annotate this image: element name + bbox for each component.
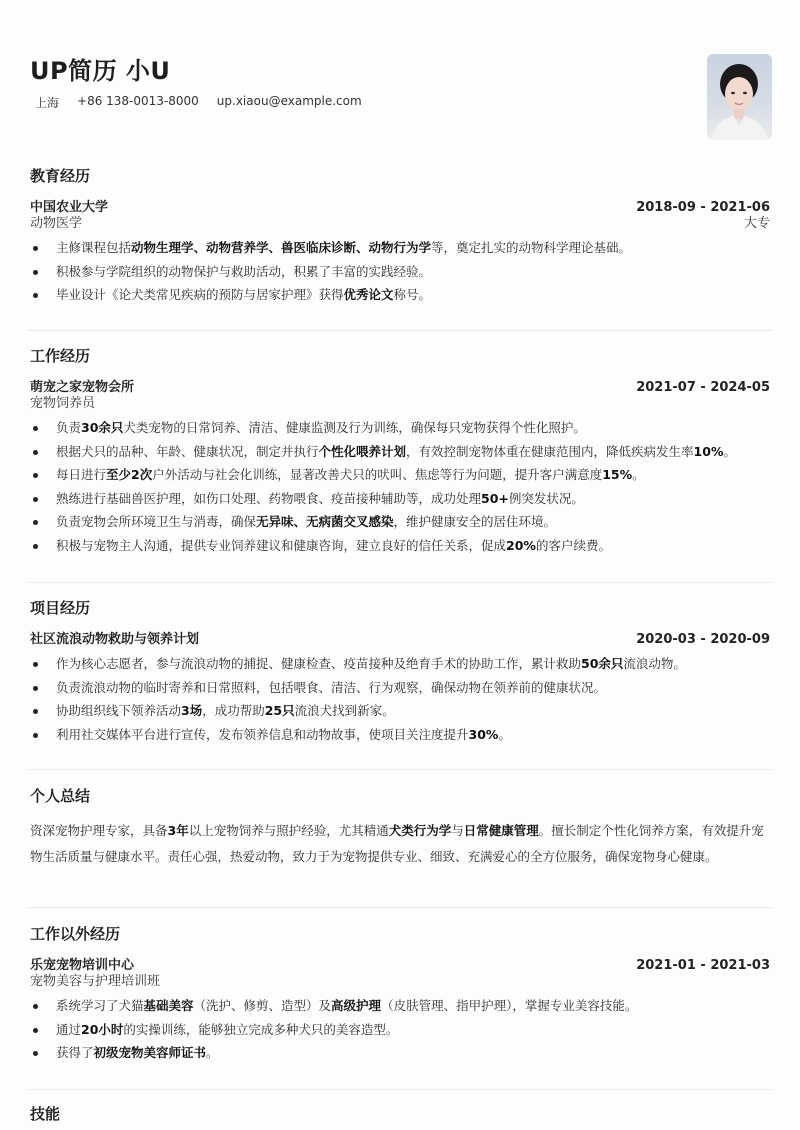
bullet-item: 积极与宠物主人沟通，提供专业饲养建议和健康咨询，建立良好的信任关系，促成20%的客户续费。 bbox=[30, 534, 770, 558]
portrait-image bbox=[707, 54, 772, 140]
emphasis-text: 动物生理学、动物营养学、兽医临床诊断、动物行为学 bbox=[131, 240, 432, 255]
major: 动物医学 bbox=[30, 216, 83, 231]
emphasis-text: 优秀论文 bbox=[343, 287, 394, 303]
project-entry-head bbox=[30, 632, 770, 648]
education-entry-sub bbox=[30, 216, 770, 232]
project-bullets bbox=[30, 652, 770, 746]
summary-title: 个人总结 bbox=[30, 787, 91, 805]
bullet-item: 积极参与学院组织的动物保护与救助活动，积累了丰富的实践经验。 bbox=[30, 260, 770, 284]
emphasis-text: 50+ bbox=[481, 490, 509, 506]
contact-info bbox=[30, 94, 770, 111]
emphasis-text: 3场 bbox=[181, 703, 203, 719]
education-dates: 2018-09 - 2021-06 bbox=[636, 200, 770, 215]
emphasis-text: 无异味、无病菌交叉感染 bbox=[256, 514, 394, 530]
emphasis-text: 20% bbox=[506, 537, 536, 553]
skills-section bbox=[30, 1104, 770, 1124]
emphasis-text: 15% bbox=[602, 467, 633, 483]
section-divider bbox=[28, 907, 772, 908]
program-name: 宠物美容与护理培训班 bbox=[30, 974, 161, 989]
resume-header bbox=[30, 54, 770, 154]
bullet-item: 每日进行至少2次户外活动与社会化训练，显著改善犬只的吠叫、焦虑等行为问题，提升客户满意度15%。 bbox=[30, 463, 770, 487]
emphasis-text: 初级宠物美容师证书 bbox=[93, 1045, 207, 1061]
emphasis-text: 犬类行为学 bbox=[388, 823, 452, 838]
section-divider bbox=[28, 1089, 772, 1090]
org-name: 乐宠宠物培训中心 bbox=[30, 958, 135, 973]
bullet-item: 负责30余只犬类宠物的日常饲养、清洁、健康监测及行为训练，确保每只宠物获得个性化照护。 bbox=[30, 416, 770, 440]
emphasis-text: 20小时 bbox=[81, 1021, 124, 1037]
extra-entry-head bbox=[30, 958, 770, 974]
emphasis-text: 基础美容 bbox=[143, 998, 194, 1013]
school-name: 中国农业大学 bbox=[30, 200, 109, 215]
emphasis-text: 10% bbox=[693, 443, 724, 459]
bullet-item: 熟练进行基础兽医护理，如伤口处理、药物喂食、疫苗接种辅助等，成功处理50+例突发状况。 bbox=[30, 487, 770, 511]
extra-experience-section bbox=[30, 924, 770, 1065]
work-section bbox=[30, 346, 770, 558]
summary-section bbox=[30, 786, 770, 870]
bullet-item: 获得了初级宠物美容师证书。 bbox=[30, 1041, 770, 1065]
project-name: 社区流浪动物救助与领养计划 bbox=[30, 632, 200, 647]
summary-text: 资深宠物护理专家，具备3年以上宠物饲养与照护经验，尤其精通犬类行为学与日常健康管理。擅长制定个性化饲养方案，有效提升宠物生活质量与健康水平。责任心强，热爱动物，致力于为宠物提供专业、细致、充满爱心的全方位服务，确保宠物身心健康。 bbox=[30, 823, 764, 864]
section-divider bbox=[28, 582, 772, 583]
emphasis-text: 高级护理 bbox=[331, 998, 382, 1013]
bullet-item: 协助组织线下领养活动3场，成功帮助25只流浪犬找到新家。 bbox=[30, 699, 770, 723]
bullet-item: 作为核心志愿者，参与流浪动物的捕捉、健康检查、疫苗接种及绝育手术的协助工作，累计救助50余只流浪动物。 bbox=[30, 652, 770, 676]
bullet-item: 负责流浪动物的临时寄养和日常照料，包括喂食、清洁、行为观察，确保动物在领养前的健康状况。 bbox=[30, 676, 770, 700]
city: 上海 bbox=[35, 96, 60, 110]
education-bullets bbox=[30, 236, 770, 307]
bullet-item: 主修课程包括动物生理学、动物营养学、兽医临床诊断、动物行为学等，奠定扎实的动物科学理论基础。 bbox=[30, 236, 770, 260]
section-divider bbox=[28, 330, 772, 331]
bullet-item: 利用社交媒体平台进行宣传，发布领养信息和动物故事，使项目关注度提升30%。 bbox=[30, 723, 770, 747]
degree: 大专 bbox=[743, 216, 770, 231]
emphasis-text: 日常健康管理 bbox=[463, 823, 539, 838]
extra-entry-sub bbox=[30, 974, 770, 990]
emphasis-text: 50余只 bbox=[581, 656, 624, 671]
skills-title: 技能 bbox=[30, 1105, 61, 1123]
work-dates: 2021-07 - 2024-05 bbox=[636, 380, 770, 395]
project-dates: 2020-03 - 2020-09 bbox=[636, 632, 770, 647]
extra-dates: 2021-01 - 2021-03 bbox=[636, 958, 770, 973]
education-section bbox=[30, 166, 770, 307]
education-title: 教育经历 bbox=[30, 167, 91, 185]
bullet-item: 通过20小时的实操训练，能够独立完成多种犬只的美容造型。 bbox=[30, 1018, 770, 1042]
emphasis-text: 30% bbox=[468, 726, 499, 742]
project-title: 项目经历 bbox=[30, 599, 91, 617]
emphasis-text: 30余只 bbox=[81, 420, 124, 435]
email: up.xiaou@example.com bbox=[216, 94, 362, 108]
emphasis-text: 至少2次 bbox=[106, 467, 153, 483]
bullet-item: 根据犬只的品种、年龄、健康状况，制定并执行个性化喂养计划，有效控制宠物体重在健康范围内，降低疾病发生率10%。 bbox=[30, 440, 770, 464]
bullet-item: 系统学习了犬猫基础美容（洗护、修剪、造型）及高级护理（皮肤管理、指甲护理），掌握专业美容技能。 bbox=[30, 994, 770, 1018]
candidate-name: UP简历 小U bbox=[30, 57, 171, 85]
section-divider bbox=[28, 769, 772, 770]
emphasis-text: 个性化喂养计划 bbox=[318, 443, 407, 459]
company-name: 萌宠之家宠物会所 bbox=[30, 380, 135, 395]
extra-bullets bbox=[30, 994, 770, 1065]
job-role: 宠物饲养员 bbox=[30, 396, 96, 411]
extra-title: 工作以外经历 bbox=[30, 925, 121, 943]
work-entry-sub bbox=[30, 396, 770, 412]
bullet-item: 负责宠物会所环境卫生与消毒，确保无异味、无病菌交叉感染，维护健康安全的居住环境。 bbox=[30, 510, 770, 534]
education-entry-head bbox=[30, 200, 770, 216]
bullet-item: 毕业设计《论犬类常见疾病的预防与居家护理》获得优秀论文称号。 bbox=[30, 283, 770, 307]
emphasis-text: 25只 bbox=[264, 703, 295, 719]
work-entry-head bbox=[30, 380, 770, 396]
profile-photo bbox=[707, 54, 772, 140]
work-bullets bbox=[30, 416, 770, 558]
phone: +86 138-0013-8000 bbox=[77, 94, 199, 108]
project-section bbox=[30, 598, 770, 746]
emphasis-text: 3年 bbox=[167, 823, 189, 838]
work-title: 工作经历 bbox=[30, 347, 91, 365]
